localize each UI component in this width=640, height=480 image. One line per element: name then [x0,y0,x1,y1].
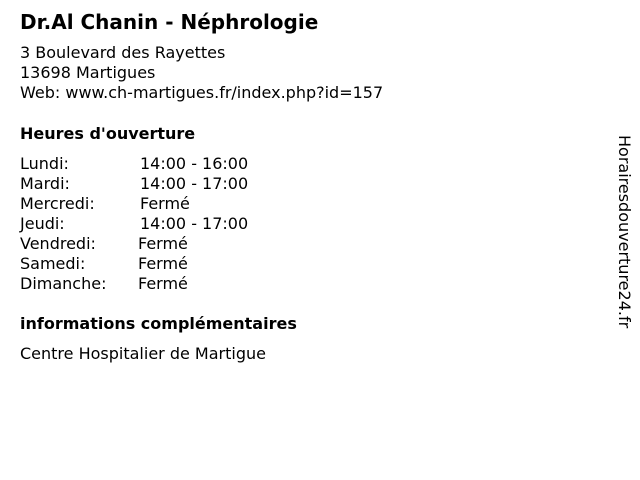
website-link[interactable]: Web: www.ch-martigues.fr/index.php?id=157 [20,83,384,102]
additional-info-text: Centre Hospitalier de Martigue [20,344,266,363]
address-block [20,43,383,103]
address-street: 3 Boulevard des Rayettes [20,43,226,62]
day-label: Lundi: [20,154,69,173]
hours-value: 14:00 - 17:00 [140,214,249,233]
page-title: Dr.Al Chanin - Néphrologie [20,10,319,34]
watermark-text: Horairesdouverture24.fr [615,135,634,329]
opening-hours-heading: Heures d'ouverture [20,124,196,143]
hours-value: Fermé [138,274,188,293]
hours-value: 14:00 - 17:00 [140,174,249,193]
hours-value: Fermé [138,234,188,253]
day-label: Dimanche: [20,274,107,293]
address-city: 13698 Martigues [20,63,156,82]
day-label: Samedi: [20,254,86,273]
watermark [612,135,634,345]
day-label: Mardi: [20,174,70,193]
hours-value: Fermé [140,194,190,213]
day-label: Jeudi: [20,214,65,233]
day-label: Mercredi: [20,194,95,213]
hours-value: Fermé [138,254,188,273]
day-label: Vendredi: [20,234,96,253]
hours-value: 14:00 - 16:00 [140,154,249,173]
additional-info-heading: informations complémentaires [20,314,297,333]
